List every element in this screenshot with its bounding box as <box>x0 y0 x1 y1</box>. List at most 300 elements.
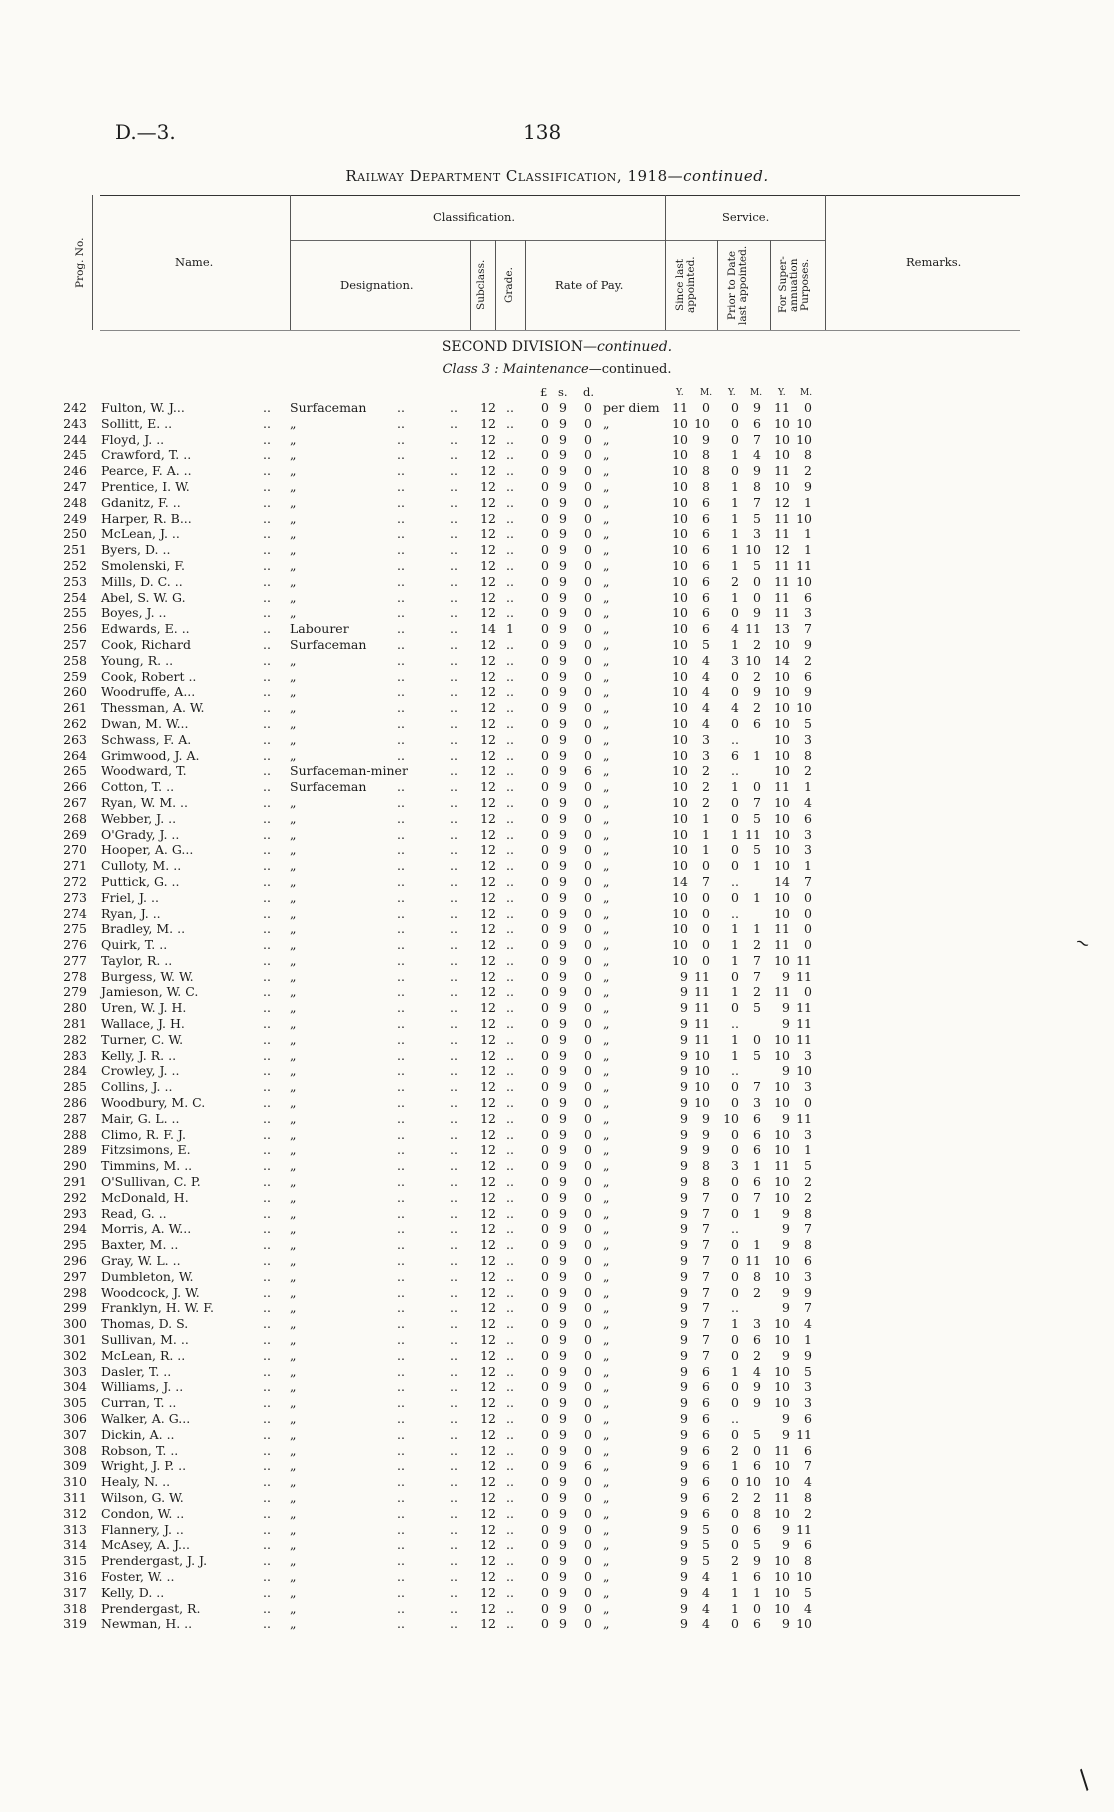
designation: „ <box>290 842 297 858</box>
designation: „ <box>290 952 297 968</box>
prior-years: 0 <box>731 463 739 479</box>
pay-pounds: 0 <box>541 1142 549 1158</box>
leader-dots: .. <box>450 1016 458 1032</box>
employee-name: Uren, W. J. H. <box>101 1000 187 1016</box>
pay-pounds: 0 <box>541 1363 549 1379</box>
pay-note: „ <box>603 1316 610 1332</box>
grade: .. <box>506 1568 514 1584</box>
pay-note: „ <box>603 715 610 731</box>
since-years: 10 <box>672 937 688 953</box>
leader-dots: .. <box>397 652 405 668</box>
employee-name: Jamieson, W. C. <box>101 984 199 1000</box>
prior-months: 3 <box>753 1316 761 1332</box>
leader-dots: .. <box>450 984 458 1000</box>
super-months: 11 <box>796 952 812 968</box>
leader-dots: .. <box>397 921 405 937</box>
pay-pence: 0 <box>584 1158 592 1174</box>
subclass: 12 <box>480 589 496 605</box>
since-months: 10 <box>694 1079 710 1095</box>
col-rule <box>770 240 771 330</box>
leader-dots: .. <box>450 510 458 526</box>
pay-note: „ <box>603 621 610 637</box>
prior-years: 1 <box>731 557 739 573</box>
employee-name: Baxter, M. .. <box>101 1237 179 1253</box>
super-months: 11 <box>796 1016 812 1032</box>
since-months: 3 <box>702 731 710 747</box>
pay-pounds: 0 <box>541 605 549 621</box>
employee-name: Quirk, T. .. <box>101 937 168 953</box>
pay-pence: 0 <box>584 1474 592 1490</box>
super-years: 11 <box>774 984 790 1000</box>
pay-shillings: 9 <box>559 873 567 889</box>
super-years: 10 <box>774 1553 790 1569</box>
prog-no: 312 <box>63 1505 87 1521</box>
col-rule <box>825 195 826 330</box>
leader-dots: .. <box>450 1537 458 1553</box>
prog-no: 319 <box>63 1616 87 1632</box>
leader-dots: .. <box>397 858 405 874</box>
leader-dots: .. <box>263 1189 271 1205</box>
designation: „ <box>290 684 297 700</box>
employee-name: Fulton, W. J... <box>101 400 185 415</box>
since-months: 11 <box>694 1031 710 1047</box>
pay-pence: 0 <box>584 494 592 510</box>
pay-pence: 0 <box>584 952 592 968</box>
prior-months: 11 <box>745 621 761 637</box>
prior-years: 1 <box>731 1031 739 1047</box>
pay-shillings: 9 <box>559 1079 567 1095</box>
leader-dots: .. <box>397 1537 405 1553</box>
super-months: 3 <box>804 842 812 858</box>
since-months: 6 <box>702 526 710 542</box>
pay-note: „ <box>603 1411 610 1426</box>
super-years: 9 <box>782 1411 790 1426</box>
leader-dots: .. <box>450 494 458 510</box>
pay-note: „ <box>603 1300 610 1316</box>
designation: „ <box>290 810 297 826</box>
col-rule <box>717 240 718 330</box>
super-years: 10 <box>774 1395 790 1411</box>
pay-pounds: 0 <box>541 779 549 795</box>
leader-dots: .. <box>450 1063 458 1079</box>
designation: Surfaceman <box>290 779 367 795</box>
designation: „ <box>290 1268 297 1284</box>
pay-note: „ <box>603 510 610 526</box>
prog-no: 317 <box>63 1584 87 1600</box>
prior-years: 0 <box>731 1268 739 1284</box>
employee-name: Woodward, T. <box>101 763 187 779</box>
since-months: 7 <box>702 1221 710 1237</box>
leader-dots: .. <box>263 921 271 937</box>
pay-note: „ <box>603 1079 610 1095</box>
prog-no: 283 <box>63 1047 87 1063</box>
prior-months: 2 <box>753 636 761 652</box>
grade: .. <box>506 1253 514 1269</box>
leader-dots: .. <box>397 1205 405 1221</box>
pay-pence: 0 <box>584 1237 592 1253</box>
grade: .. <box>506 400 514 415</box>
leader-dots: .. <box>263 873 271 889</box>
prog-no: 246 <box>63 463 87 479</box>
table-row <box>0 921 1114 937</box>
prior-years: 0 <box>731 858 739 874</box>
prog-no: 259 <box>63 668 87 684</box>
designation: „ <box>290 1411 297 1426</box>
since-years: 10 <box>672 621 688 637</box>
pay-note: „ <box>603 1600 610 1616</box>
leader-dots: .. <box>450 447 458 463</box>
since-months: 6 <box>702 542 710 558</box>
prior-years: 3 <box>731 1158 739 1174</box>
designation: „ <box>290 858 297 874</box>
designation: „ <box>290 463 297 479</box>
prior-months: 9 <box>753 1379 761 1395</box>
leader-dots: .. <box>397 1411 405 1426</box>
since-years: 10 <box>672 715 688 731</box>
subclass: 12 <box>480 1426 496 1442</box>
leader-dots: .. <box>397 1584 405 1600</box>
designation: „ <box>290 1521 297 1537</box>
table-row <box>0 827 1114 843</box>
pay-shillings: 9 <box>559 605 567 621</box>
pay-note: „ <box>603 763 610 779</box>
prior-months: 10 <box>745 652 761 668</box>
leader-dots: .. <box>397 810 405 826</box>
pay-shillings: 9 <box>559 1568 567 1584</box>
since-months: 1 <box>702 842 710 858</box>
pay-pence: 0 <box>584 1047 592 1063</box>
grade: .. <box>506 1047 514 1063</box>
leader-dots: .. <box>450 1284 458 1300</box>
table-row <box>0 590 1114 606</box>
prog-no: 244 <box>63 431 87 447</box>
grade: .. <box>506 873 514 889</box>
unit-pound: £ <box>540 385 548 399</box>
employee-name: Boyes, J. .. <box>101 605 167 621</box>
prog-no: 291 <box>63 1174 87 1190</box>
super-years: 10 <box>774 1379 790 1395</box>
unit-months-prior: M. <box>750 388 763 398</box>
pay-pence: 0 <box>584 1537 592 1553</box>
designation: „ <box>290 1600 297 1616</box>
prog-no: 264 <box>63 747 87 763</box>
designation: Surfaceman <box>290 636 367 652</box>
designation: „ <box>290 1158 297 1174</box>
since-years: 9 <box>680 1237 688 1253</box>
since-years: 10 <box>672 605 688 621</box>
prior-months: 5 <box>753 810 761 826</box>
table-row <box>0 621 1114 637</box>
leader-dots: .. <box>397 1489 405 1505</box>
employee-name: Dasler, T. .. <box>101 1363 172 1379</box>
since-months: 1 <box>702 810 710 826</box>
grade: .. <box>506 573 514 589</box>
since-months: 8 <box>702 1158 710 1174</box>
grade: .. <box>506 1458 514 1474</box>
subclass: 12 <box>480 700 496 716</box>
employee-name: Webber, J. .. <box>101 810 177 826</box>
leader-dots: .. <box>263 779 271 795</box>
subclass: 12 <box>480 1253 496 1269</box>
leader-dots: .. <box>397 1347 405 1363</box>
prog-no: 313 <box>63 1521 87 1537</box>
grade: .. <box>506 1379 514 1395</box>
grade: .. <box>506 494 514 510</box>
pay-shillings: 9 <box>559 1537 567 1553</box>
table-row <box>0 669 1114 685</box>
pay-shillings: 9 <box>559 1095 567 1111</box>
since-months: 0 <box>702 921 710 937</box>
pay-pence: 0 <box>584 636 592 652</box>
pay-pence: 0 <box>584 794 592 810</box>
since-months: 6 <box>702 1426 710 1442</box>
prog-no: 281 <box>63 1016 87 1032</box>
prog-no: 278 <box>63 968 87 984</box>
subclass: 12 <box>480 526 496 542</box>
designation: „ <box>290 557 297 573</box>
subclass: 12 <box>480 684 496 700</box>
table-row <box>0 400 1114 416</box>
prog-no: 303 <box>63 1363 87 1379</box>
grade: .. <box>506 431 514 447</box>
grade: .. <box>506 1553 514 1569</box>
super-months: 1 <box>804 1142 812 1158</box>
grade: .. <box>506 763 514 779</box>
super-months: 8 <box>804 747 812 763</box>
table-row <box>0 1095 1114 1111</box>
leader-dots: .. <box>397 952 405 968</box>
pay-shillings: 9 <box>559 447 567 463</box>
pay-shillings: 9 <box>559 478 567 494</box>
pay-note: „ <box>603 842 610 858</box>
prog-no: 292 <box>63 1189 87 1205</box>
employee-name: Cook, Richard <box>101 636 192 652</box>
prior-months: 5 <box>753 1047 761 1063</box>
prior-years: 0 <box>731 1237 739 1253</box>
prior-years: 0 <box>731 1616 739 1632</box>
employee-name: Kelly, D. .. <box>101 1584 165 1600</box>
leader-dots: .. <box>397 984 405 1000</box>
leader-dots: .. <box>397 494 405 510</box>
leader-dots: .. <box>263 1458 271 1474</box>
super-years: 11 <box>774 1158 790 1174</box>
designation: „ <box>290 889 297 905</box>
table-row <box>0 1379 1114 1395</box>
grade: .. <box>506 747 514 763</box>
prior-months: 5 <box>753 510 761 526</box>
grade: .. <box>506 952 514 968</box>
since-months: 1 <box>702 826 710 842</box>
table-row <box>0 1427 1114 1443</box>
page-number: 138 <box>523 120 562 144</box>
grade: .. <box>506 921 514 937</box>
super-months: 7 <box>804 1221 812 1237</box>
pay-shillings: 9 <box>559 1300 567 1316</box>
leader-dots: .. <box>450 463 458 479</box>
table-row <box>0 1443 1114 1459</box>
since-months: 9 <box>702 431 710 447</box>
table-row <box>0 906 1114 922</box>
pay-pence: 6 <box>584 1458 592 1474</box>
subclass: 12 <box>480 605 496 621</box>
super-months: 9 <box>804 684 812 700</box>
leader-dots: .. <box>450 1553 458 1569</box>
prior-years: .. <box>731 1016 739 1032</box>
prior-years: .. <box>731 873 739 889</box>
title-main: Railway Department Classification, 1918 <box>345 167 668 185</box>
super-months: 6 <box>804 1537 812 1553</box>
grade: 1 <box>506 621 514 637</box>
table-row <box>0 763 1114 779</box>
super-years: 9 <box>782 1221 790 1237</box>
pay-pounds: 0 <box>541 1158 549 1174</box>
subclass: 12 <box>480 431 496 447</box>
prior-years: 0 <box>731 1426 739 1442</box>
subclass: 12 <box>480 478 496 494</box>
prior-months: 6 <box>753 1616 761 1632</box>
subclass: 12 <box>480 968 496 984</box>
pay-note: „ <box>603 1268 610 1284</box>
pay-note: „ <box>603 1474 610 1490</box>
leader-dots: .. <box>263 715 271 731</box>
prior-years: 2 <box>731 573 739 589</box>
designation: „ <box>290 1126 297 1142</box>
prior-months: 6 <box>753 1174 761 1190</box>
grade: .. <box>506 463 514 479</box>
pay-pounds: 0 <box>541 478 549 494</box>
pay-shillings: 9 <box>559 1047 567 1063</box>
table-row <box>0 558 1114 574</box>
employee-name: Kelly, J. R. .. <box>101 1047 177 1063</box>
leader-dots: .. <box>450 431 458 447</box>
leader-dots: .. <box>263 573 271 589</box>
pay-shillings: 9 <box>559 1347 567 1363</box>
subclass: 12 <box>480 1000 496 1016</box>
leader-dots: .. <box>263 1205 271 1221</box>
subclass: 12 <box>480 1568 496 1584</box>
pay-pounds: 0 <box>541 447 549 463</box>
prog-no: 315 <box>63 1553 87 1569</box>
subclass: 12 <box>480 1189 496 1205</box>
super-months: 2 <box>804 1189 812 1205</box>
employee-name: Ryan, J. .. <box>101 905 161 921</box>
pay-shillings: 9 <box>559 1442 567 1458</box>
leader-dots: .. <box>263 1584 271 1600</box>
leader-dots: .. <box>450 1300 458 1316</box>
super-months: 6 <box>804 589 812 605</box>
super-years: 10 <box>774 1047 790 1063</box>
pay-note: „ <box>603 1110 610 1126</box>
pay-note: „ <box>603 1142 610 1158</box>
pay-note: „ <box>603 573 610 589</box>
super-years: 10 <box>774 842 790 858</box>
employee-name: Smolenski, F. <box>101 557 186 573</box>
pay-pounds: 0 <box>541 668 549 684</box>
subclass: 12 <box>480 810 496 826</box>
pay-shillings: 9 <box>559 889 567 905</box>
leader-dots: .. <box>263 542 271 558</box>
pay-note: „ <box>603 1489 610 1505</box>
prior-years: 1 <box>731 1363 739 1379</box>
super-years: 9 <box>782 968 790 984</box>
pay-shillings: 9 <box>559 1237 567 1253</box>
super-months: 6 <box>804 1253 812 1269</box>
subclass: 12 <box>480 1347 496 1363</box>
pay-shillings: 9 <box>559 1600 567 1616</box>
since-months: 11 <box>694 1016 710 1032</box>
header-subclass: Subclass. <box>475 259 487 311</box>
prior-years: 1 <box>731 589 739 605</box>
prog-no: 275 <box>63 921 87 937</box>
super-years: 10 <box>774 1142 790 1158</box>
super-years: 9 <box>782 1537 790 1553</box>
super-years: 10 <box>774 794 790 810</box>
pay-shillings: 9 <box>559 1521 567 1537</box>
grade: .. <box>506 636 514 652</box>
pay-pounds: 0 <box>541 921 549 937</box>
pay-shillings: 9 <box>559 763 567 779</box>
subclass: 12 <box>480 557 496 573</box>
since-years: 10 <box>672 589 688 605</box>
pay-shillings: 9 <box>559 1110 567 1126</box>
leader-dots: .. <box>397 1505 405 1521</box>
prior-months: 6 <box>753 1110 761 1126</box>
employee-name: Williams, J. .. <box>101 1379 184 1395</box>
prior-months: 0 <box>753 1600 761 1616</box>
prior-months: 2 <box>753 1347 761 1363</box>
prior-months: 3 <box>753 1095 761 1111</box>
super-years: 10 <box>774 1458 790 1474</box>
subclass: 12 <box>480 1047 496 1063</box>
designation: „ <box>290 1253 297 1269</box>
super-years: 11 <box>774 921 790 937</box>
prior-years: 0 <box>731 1474 739 1490</box>
prog-no: 272 <box>63 873 87 889</box>
designation: „ <box>290 747 297 763</box>
grade: .. <box>506 1268 514 1284</box>
col-rule <box>92 195 93 330</box>
pay-pounds: 0 <box>541 1110 549 1126</box>
margin-mark: / <box>1072 1765 1097 1795</box>
leader-dots: .. <box>397 1000 405 1016</box>
pay-pounds: 0 <box>541 1205 549 1221</box>
subclass: 12 <box>480 1110 496 1126</box>
pay-pence: 0 <box>584 984 592 1000</box>
pay-shillings: 9 <box>559 700 567 716</box>
leader-dots: .. <box>263 1537 271 1553</box>
pay-shillings: 9 <box>559 652 567 668</box>
employee-name: Hooper, A. G... <box>101 842 194 858</box>
super-months: 8 <box>804 447 812 463</box>
pay-pounds: 0 <box>541 984 549 1000</box>
pay-pounds: 0 <box>541 1253 549 1269</box>
prior-years: 0 <box>731 431 739 447</box>
since-years: 9 <box>680 1284 688 1300</box>
subclass: 12 <box>480 1395 496 1411</box>
super-months: 1 <box>804 779 812 795</box>
since-months: 11 <box>694 1000 710 1016</box>
prior-years: 3 <box>731 652 739 668</box>
super-years: 10 <box>774 763 790 779</box>
super-months: 11 <box>796 557 812 573</box>
since-years: 9 <box>680 1316 688 1332</box>
since-years: 14 <box>672 873 688 889</box>
grade: .. <box>506 1411 514 1426</box>
leader-dots: .. <box>263 1031 271 1047</box>
designation: „ <box>290 652 297 668</box>
since-years: 10 <box>672 858 688 874</box>
since-years: 10 <box>672 731 688 747</box>
